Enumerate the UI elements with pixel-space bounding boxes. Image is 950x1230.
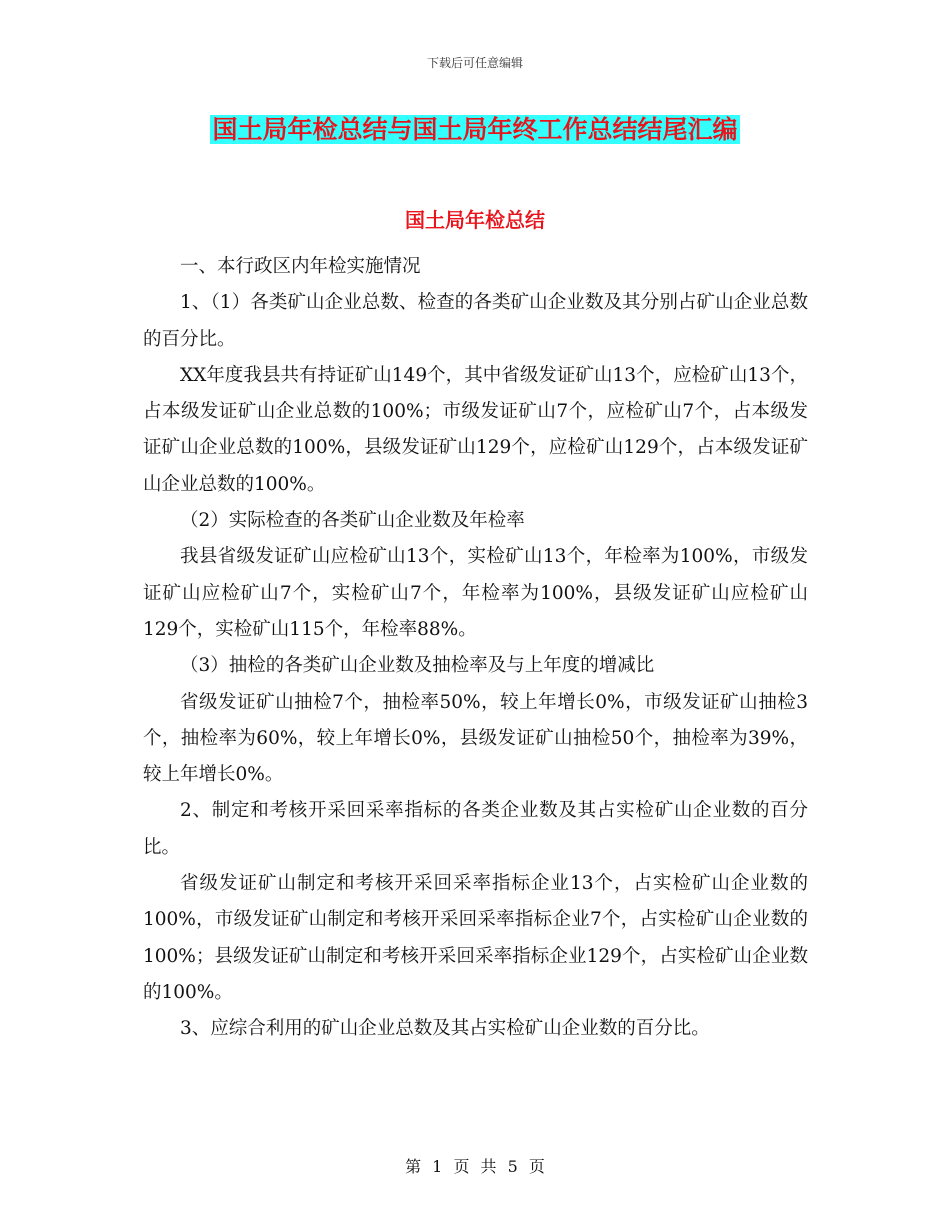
paragraph: 省级发证矿山抽检7个，抽检率50%，较上年增长0%，市级发证矿山抽检3个，抽检率为60%，较上年增长0%，县级发证矿山抽检50个，抽检率为39%，较上年增长0%。	[143, 691, 808, 786]
paragraph: 一、本行政区内年检实施情况	[180, 256, 421, 277]
paragraph: 3、应综合利用的矿山企业总数及其占实检矿山企业数的百分比。	[180, 1018, 710, 1040]
document-body	[143, 249, 808, 1048]
header-note: 下载后可任意编辑	[426, 56, 523, 70]
paragraph: 我县省级发证矿山应检矿山13个，实检矿山13个，年检率为100%，市级发证矿山应检矿山7个，实检矿山7个，年检率为100%，县级发证矿山应检矿山129个，实检矿山115个，年检率88%。	[143, 546, 808, 640]
paragraph: 省级发证矿山制定和考核开采回采率指标企业13个，占实检矿山企业数的100%，市级发证矿山制定和考核开采回采率指标企业7个，占实检矿山企业数的100%；县级发证矿山制定和考核开采回采率指标企业129个，占实检矿山企业数的100%。	[143, 873, 808, 1003]
paragraph: 2、制定和考核开采回采率指标的各类企业数及其占实检矿山企业数的百分比。	[143, 800, 808, 858]
page-footer: 第 1 页 共 5 页	[405, 1157, 545, 1176]
paragraph: （3）抽检的各类矿山企业数及抽检率及与上年度的增减比	[180, 655, 655, 677]
paragraph: XX年度我县共有持证矿山149个，其中省级发证矿山13个，应检矿山13个，占本级发证矿山企业总数的100%；市级发证矿山7个，应检矿山7个，占本级发证矿山企业总数的100%，县级发证矿山129个，应检矿山129个，占本级发证矿山企业总数的100%。	[143, 364, 808, 495]
section-title: 国土局年检总结	[405, 208, 545, 232]
paragraph: （2）实际检查的各类矿山企业数及年检率	[180, 510, 525, 532]
paragraph: 1、（1）各类矿山企业总数、检查的各类矿山企业数及其分别占矿山企业总数的百分比。	[143, 292, 808, 350]
document-title-text: 国土局年检总结与国土局年终工作总结结尾汇编	[212, 115, 738, 144]
document-title	[0, 112, 950, 148]
